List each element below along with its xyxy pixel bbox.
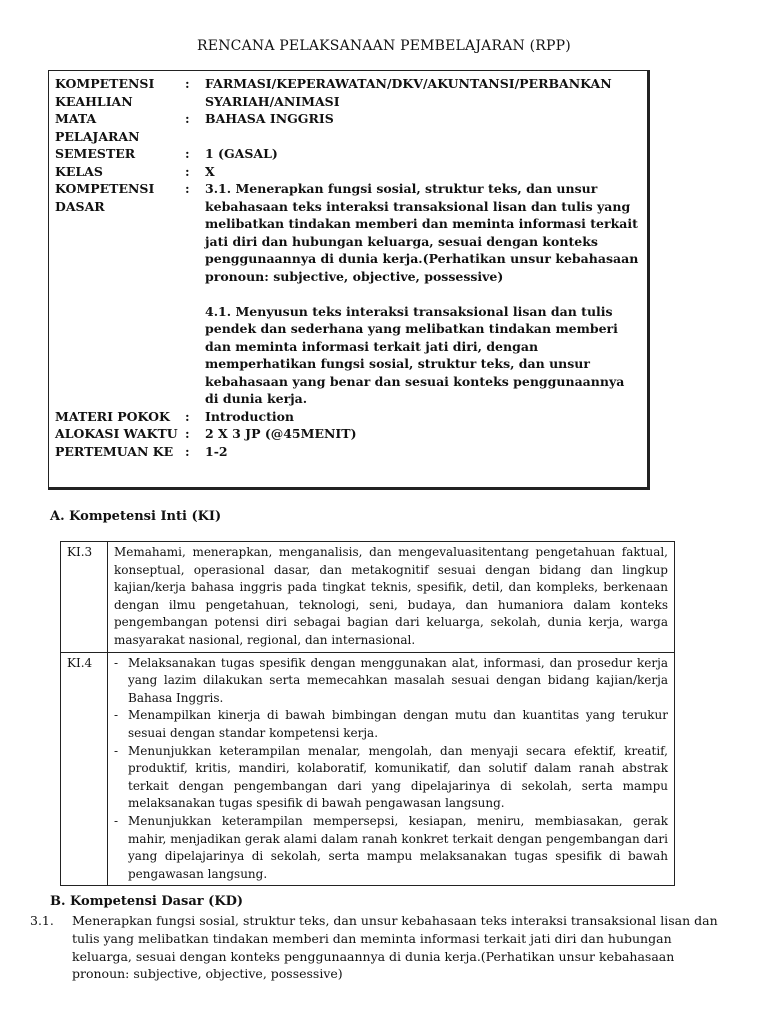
ki-text: Memahami, menerapkan, menganalisis, dan mengevaluasitentang pengetahuan faktual, konseptual, operasional dasar, dan metakognitif sesuai dengan bidang dan lingkup kajian/kerja bahasa inggris pada tingkat teknis, spesifik, detil, dan kompleks, berkenaan dengan ilmu pengetahuan, teknologi, seni, budaya, dan humaniora dalam konteks pengembangan potensi diri sebagai bagian dari keluarga, sekolah, dunia kerja, warga masyarakat nasional, regional, dan internasional. — [108, 542, 675, 653]
info-label: KOMPETENSI KEAHLIAN — [55, 76, 155, 109]
info-value: 1 (GASAL) — [205, 146, 278, 161]
info-colon: : — [185, 426, 190, 441]
info-label: KELAS — [55, 163, 103, 179]
info-value: BAHASA INGGRIS — [205, 111, 334, 126]
info-label: ALOKASI WAKTU — [55, 426, 178, 441]
info-label: PERTEMUAN KE — [55, 443, 174, 459]
info-row-mata-pelajaran — [55, 110, 641, 145]
info-colon: : — [185, 443, 190, 459]
ki-bullet-cell — [108, 652, 675, 886]
ki-table — [60, 541, 675, 886]
kd-paragraph-4-1: 4.1. Menyusun teks interaksi transaksional lisan dan tulis pendek dan sederhana yang melibatkan tindakan memberi dan meminta informasi terkait jati diri, dengan memperhatikan fungsi sosial, struktur teks, dan unsur kebahasaan yang benar dan sesuai konteks penggunaannya di dunia kerja. — [205, 303, 625, 406]
info-row-alokasi-waktu — [55, 425, 641, 443]
section-heading-kd: B. Kompetensi Dasar (KD) — [50, 894, 244, 909]
table-row — [61, 652, 675, 886]
info-value: Introduction — [205, 408, 295, 424]
ki-code: KI.4 — [61, 652, 108, 886]
info-box — [48, 70, 650, 490]
ki-code: KI.3 — [61, 542, 108, 653]
info-value: 1-2 — [205, 443, 228, 459]
list-item: - Menunjukkan keterampilan mempersepsi, kesiapan, meniru, membiasakan, gerak mahir, menjadikan gerak alami dalam ranah konkret terkait dengan pengembangan dari yang dipelajarinya di sekolah, serta mampu melaksanakan tugas spesifik di bawah pengawasan langsung. — [114, 813, 668, 883]
info-colon: : — [185, 181, 190, 196]
info-colon: : — [185, 76, 190, 91]
info-colon: : — [185, 408, 190, 424]
list-item: - Menunjukkan keterampilan menalar, mengolah, dan menyaji secara efektif, kreatif, produktif, kritis, mandiri, kolaboratif, komunikatif, dan solutif dalam ranah abstrak terkait dengan pengembangan dari yang dipelajarinya di sekolah, serta mampu melaksanakan tugas spesifik di bawah pengawasan langsung. — [114, 743, 668, 813]
ki-bullet-list — [114, 655, 668, 884]
info-colon: : — [185, 163, 190, 179]
info-colon: : — [185, 111, 190, 126]
table-row — [61, 542, 675, 653]
info-label: MATA PELAJARAN — [55, 111, 140, 144]
info-value: FARMASI/KEPERAWATAN/DKV/AKUNTANSI/PERBANKAN SYARIAH/ANIMASI — [205, 76, 612, 109]
kd-text: Menerapkan fungsi sosial, struktur teks, dan unsur kebahasaan teks interaksi transaksional lisan dan tulis yang melibatkan tindakan memberi dan meminta informasi terkait jati diri dan hubungan keluarga, sesuai dengan konteks penggunaannya di dunia kerja.(Perhatikan unsur kebahasaan pronoun: subjective, objective, possessive) — [72, 913, 718, 982]
info-label: SEMESTER — [55, 146, 136, 161]
info-value: 2 X 3 JP (@45MENIT) — [205, 426, 357, 441]
info-row-semester — [55, 145, 641, 163]
info-label: KOMPETENSI DASAR — [55, 181, 155, 214]
info-value — [205, 180, 641, 408]
kd-item — [30, 912, 730, 983]
info-row-kompetensi-keahlian — [55, 75, 641, 110]
list-item: - Menampilkan kinerja di bawah bimbingan dengan mutu dan kuantitas yang terukur sesuai dengan standar kompetensi kerja. — [114, 707, 668, 742]
kd-number: 3.1. — [30, 913, 54, 928]
info-row-kelas — [55, 163, 641, 181]
info-row-kompetensi-dasar — [55, 180, 641, 408]
info-label: MATERI POKOK — [55, 408, 170, 424]
page-title: RENCANA PELAKSANAAN PEMBELAJARAN (RPP) — [197, 38, 571, 54]
info-row-pertemuan-ke — [55, 443, 641, 461]
section-heading-ki: A. Kompetensi Inti (KI) — [50, 509, 222, 524]
list-item: - Melaksanakan tugas spesifik dengan menggunakan alat, informasi, dan prosedur kerja yang lazim dilakukan serta memecahkan masalah sesuai dengan bidang kajian/kerja Bahasa Inggris. — [114, 655, 668, 708]
info-colon: : — [185, 146, 190, 161]
info-value: X — [205, 163, 215, 179]
info-row-materi-pokok — [55, 408, 641, 426]
kd-paragraph-3-1: 3.1. Menerapkan fungsi sosial, struktur teks, dan unsur kebahasaan teks interaksi transaksional lisan dan tulis yang melibatkan tindakan memberi dan meminta informasi terkait jati diri dan hubungan keluarga, sesuai dengan konteks penggunaannya di dunia kerja.(Perhatikan unsur kebahasaan pronoun: subjective, objective, possessive) — [205, 181, 639, 284]
